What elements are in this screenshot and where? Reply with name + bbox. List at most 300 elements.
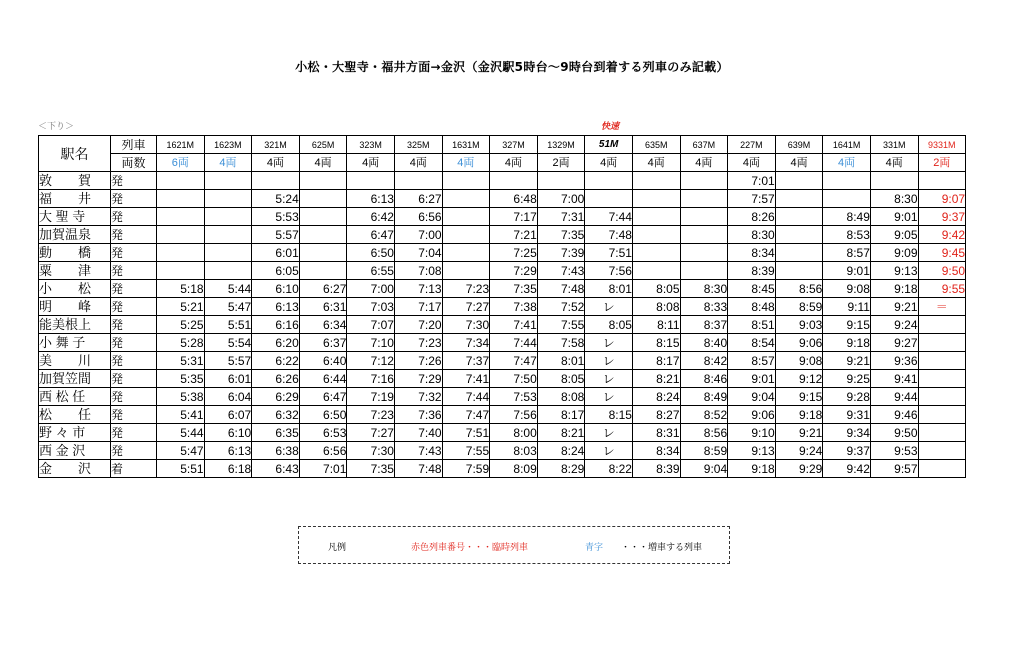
time-cell: 7:50 <box>490 370 538 388</box>
train-number: 1631M <box>442 136 490 154</box>
time-cell <box>918 352 966 370</box>
station-name: 西 金 沢 <box>39 442 111 460</box>
time-cell: 9:21 <box>775 424 823 442</box>
time-cell: レ <box>585 442 633 460</box>
time-cell: 7:44 <box>442 388 490 406</box>
time-cell: 7:20 <box>394 316 442 334</box>
time-cell: 7:48 <box>537 280 585 298</box>
time-cell: 6:22 <box>252 352 300 370</box>
time-cell <box>823 172 871 190</box>
time-cell: 9:50 <box>870 424 918 442</box>
time-cell <box>299 208 347 226</box>
station-name: 福 井 <box>39 190 111 208</box>
dep-arr-marker: 発 <box>111 172 157 190</box>
time-cell: 6:55 <box>347 262 395 280</box>
time-cell: 7:44 <box>490 334 538 352</box>
time-cell: 7:00 <box>537 190 585 208</box>
time-cell <box>157 208 205 226</box>
time-cell <box>775 208 823 226</box>
dep-arr-marker: 発 <box>111 406 157 424</box>
time-cell: 5:31 <box>157 352 205 370</box>
time-cell: 7:00 <box>347 280 395 298</box>
time-cell: 5:44 <box>204 280 252 298</box>
station-name: 敦 賀 <box>39 172 111 190</box>
time-cell: 7:35 <box>537 226 585 244</box>
time-cell: 8:15 <box>585 406 633 424</box>
time-cell: 9:06 <box>775 334 823 352</box>
time-cell: 9:28 <box>823 388 871 406</box>
time-cell <box>442 172 490 190</box>
car-count: 2両 <box>537 154 585 172</box>
car-count: 4両 <box>490 154 538 172</box>
time-cell: 8:46 <box>680 370 728 388</box>
time-cell: 8:22 <box>585 460 633 478</box>
train-number: 635M <box>632 136 680 154</box>
train-number-label: 列車 <box>111 136 157 154</box>
time-cell <box>204 226 252 244</box>
time-cell: 8:08 <box>537 388 585 406</box>
time-cell: 6:13 <box>204 442 252 460</box>
time-cell: 6:43 <box>252 460 300 478</box>
car-count: 4両 <box>632 154 680 172</box>
time-cell: 5:35 <box>157 370 205 388</box>
time-cell: 5:54 <box>204 334 252 352</box>
train-number: 625M <box>299 136 347 154</box>
time-cell <box>157 226 205 244</box>
time-cell <box>680 208 728 226</box>
time-cell: 7:35 <box>347 460 395 478</box>
time-cell: 7:26 <box>394 352 442 370</box>
car-count: 4両 <box>680 154 728 172</box>
time-cell: 8:00 <box>490 424 538 442</box>
table-row <box>39 406 966 424</box>
time-cell: 6:50 <box>347 244 395 262</box>
time-cell: 9:44 <box>870 388 918 406</box>
time-cell: 7:25 <box>490 244 538 262</box>
time-cell: 8:59 <box>680 442 728 460</box>
time-cell: 9:25 <box>823 370 871 388</box>
time-cell: 7:13 <box>394 280 442 298</box>
station-name: 加賀笠間 <box>39 370 111 388</box>
table-row <box>39 262 966 280</box>
table-row <box>39 370 966 388</box>
time-cell: 9:24 <box>775 442 823 460</box>
time-cell <box>442 190 490 208</box>
time-cell: 7:10 <box>347 334 395 352</box>
train-number: 331M <box>870 136 918 154</box>
time-cell: 6:42 <box>347 208 395 226</box>
time-cell: 5:24 <box>252 190 300 208</box>
time-cell: 9:50 <box>918 262 966 280</box>
time-cell: 9:15 <box>823 316 871 334</box>
train-number: 637M <box>680 136 728 154</box>
time-cell: 5:47 <box>157 442 205 460</box>
time-cell <box>204 262 252 280</box>
time-cell: 6:56 <box>394 208 442 226</box>
time-cell <box>775 226 823 244</box>
train-number: 51M <box>585 136 633 154</box>
time-cell: 7:01 <box>728 172 776 190</box>
time-cell: 5:21 <box>157 298 205 316</box>
time-cell: 9:03 <box>775 316 823 334</box>
time-cell: 8:05 <box>537 370 585 388</box>
time-cell: 8:30 <box>728 226 776 244</box>
time-cell: 7:56 <box>490 406 538 424</box>
time-cell: 6:37 <box>299 334 347 352</box>
time-cell: 9:08 <box>775 352 823 370</box>
time-cell: 9:12 <box>775 370 823 388</box>
time-cell: 8:52 <box>680 406 728 424</box>
time-cell: 9:07 <box>918 190 966 208</box>
train-number: 227M <box>728 136 776 154</box>
time-cell <box>918 424 966 442</box>
time-cell: レ <box>585 334 633 352</box>
legend-box <box>298 526 730 564</box>
time-cell: 8:39 <box>728 262 776 280</box>
car-count: 6両 <box>157 154 205 172</box>
legend-blue-word: 青字 <box>585 543 604 553</box>
time-cell: 8:34 <box>632 442 680 460</box>
timetable <box>38 135 966 478</box>
time-cell: 6:26 <box>252 370 300 388</box>
station-name: 動 橋 <box>39 244 111 262</box>
table-row <box>39 334 966 352</box>
legend-red-note: 赤色列車番号・・・臨時列車 <box>411 543 529 553</box>
train-number: 1621M <box>157 136 205 154</box>
time-cell <box>918 334 966 352</box>
time-cell: 7:55 <box>442 442 490 460</box>
time-cell: 6:56 <box>299 442 347 460</box>
time-cell: 7:57 <box>728 190 776 208</box>
dep-arr-marker: 発 <box>111 244 157 262</box>
time-cell <box>918 460 966 478</box>
time-cell: 7:32 <box>394 388 442 406</box>
time-cell: 9:10 <box>728 424 776 442</box>
time-cell <box>299 190 347 208</box>
time-cell <box>918 316 966 334</box>
time-cell <box>680 190 728 208</box>
time-cell: 9:36 <box>870 352 918 370</box>
time-cell <box>775 262 823 280</box>
time-cell: 6:27 <box>394 190 442 208</box>
train-number: 321M <box>252 136 300 154</box>
time-cell: 9:55 <box>918 280 966 298</box>
time-cell: ＝ <box>918 298 966 316</box>
time-cell: 6:34 <box>299 316 347 334</box>
dep-arr-marker: 発 <box>111 208 157 226</box>
table-row <box>39 244 966 262</box>
table-row <box>39 316 966 334</box>
time-cell: 9:27 <box>870 334 918 352</box>
time-cell: 5:57 <box>204 352 252 370</box>
time-cell: 7:41 <box>490 316 538 334</box>
time-cell: 7:55 <box>537 316 585 334</box>
time-cell: 7:53 <box>490 388 538 406</box>
time-cell: 7:48 <box>394 460 442 478</box>
time-cell: 8:27 <box>632 406 680 424</box>
time-cell: 9:24 <box>870 316 918 334</box>
time-cell: 8:39 <box>632 460 680 478</box>
dep-arr-marker: 発 <box>111 442 157 460</box>
station-name: 大 聖 寺 <box>39 208 111 226</box>
dep-arr-marker: 発 <box>111 388 157 406</box>
time-cell: 7:17 <box>490 208 538 226</box>
time-cell: 6:47 <box>347 226 395 244</box>
time-cell: 7:01 <box>299 460 347 478</box>
train-number: 323M <box>347 136 395 154</box>
time-cell: 7:48 <box>585 226 633 244</box>
time-cell: 8:57 <box>823 244 871 262</box>
time-cell <box>252 172 300 190</box>
time-cell: 7:43 <box>394 442 442 460</box>
time-cell: 7:56 <box>585 262 633 280</box>
time-cell: 9:45 <box>918 244 966 262</box>
station-name: 小 舞 子 <box>39 334 111 352</box>
time-cell: 9:21 <box>823 352 871 370</box>
time-cell <box>490 172 538 190</box>
time-cell: 5:51 <box>204 316 252 334</box>
time-cell <box>299 226 347 244</box>
time-cell: 5:18 <box>157 280 205 298</box>
time-cell: 8:21 <box>632 370 680 388</box>
time-cell: 7:39 <box>537 244 585 262</box>
time-cell: 9:37 <box>823 442 871 460</box>
time-cell: 9:08 <box>823 280 871 298</box>
time-cell: 8:33 <box>680 298 728 316</box>
time-cell <box>775 244 823 262</box>
time-cell: 6:32 <box>252 406 300 424</box>
time-cell: 8:54 <box>728 334 776 352</box>
table-row <box>39 172 966 190</box>
dep-arr-marker: 発 <box>111 262 157 280</box>
time-cell: 7:23 <box>394 334 442 352</box>
time-cell: 8:30 <box>680 280 728 298</box>
time-cell <box>775 172 823 190</box>
station-name: 加賀温泉 <box>39 226 111 244</box>
station-name: 小 松 <box>39 280 111 298</box>
time-cell: 5:53 <box>252 208 300 226</box>
time-cell: 8:51 <box>728 316 776 334</box>
time-cell: 9:42 <box>823 460 871 478</box>
car-count: 4両 <box>585 154 633 172</box>
time-cell: 7:47 <box>442 406 490 424</box>
train-number: 325M <box>394 136 442 154</box>
time-cell: 7:51 <box>585 244 633 262</box>
time-cell <box>870 172 918 190</box>
car-count: 4両 <box>394 154 442 172</box>
time-cell: 8:03 <box>490 442 538 460</box>
time-cell: 9:04 <box>680 460 728 478</box>
time-cell <box>394 172 442 190</box>
time-cell: 6:10 <box>204 424 252 442</box>
time-cell: 8:49 <box>823 208 871 226</box>
time-cell: 6:04 <box>204 388 252 406</box>
time-cell <box>585 172 633 190</box>
time-cell: 7:07 <box>347 316 395 334</box>
table-row <box>39 190 966 208</box>
time-cell: 7:19 <box>347 388 395 406</box>
time-cell: レ <box>585 388 633 406</box>
table-row <box>39 208 966 226</box>
time-cell: 9:01 <box>728 370 776 388</box>
time-cell: 7:37 <box>442 352 490 370</box>
time-cell: レ <box>585 298 633 316</box>
station-name: 明 峰 <box>39 298 111 316</box>
train-number: 1623M <box>204 136 252 154</box>
time-cell: 7:34 <box>442 334 490 352</box>
time-cell: 8:48 <box>728 298 776 316</box>
time-cell: 6:29 <box>252 388 300 406</box>
station-name: 能美根上 <box>39 316 111 334</box>
time-cell: 6:53 <box>299 424 347 442</box>
time-cell: 7:51 <box>442 424 490 442</box>
time-cell: 9:37 <box>918 208 966 226</box>
table-row <box>39 298 966 316</box>
page-title: 小松・大聖寺・福井方面→金沢（金沢駅5時台～9時台到着する列車のみ記載） <box>295 60 729 74</box>
time-cell: 7:27 <box>442 298 490 316</box>
time-cell: 6:10 <box>252 280 300 298</box>
dep-arr-marker: 発 <box>111 298 157 316</box>
time-cell <box>157 262 205 280</box>
time-cell <box>680 262 728 280</box>
car-count: 2両 <box>918 154 966 172</box>
time-cell: 7:44 <box>585 208 633 226</box>
dep-arr-marker: 発 <box>111 316 157 334</box>
time-cell: 7:58 <box>537 334 585 352</box>
time-cell: 8:40 <box>680 334 728 352</box>
car-count: 4両 <box>775 154 823 172</box>
time-cell: 9:15 <box>775 388 823 406</box>
header-row-trains <box>39 136 966 154</box>
train-number: 1641M <box>823 136 871 154</box>
time-cell <box>775 190 823 208</box>
station-name: 西 松 任 <box>39 388 111 406</box>
time-cell: 9:18 <box>823 334 871 352</box>
time-cell <box>299 172 347 190</box>
time-cell: 7:52 <box>537 298 585 316</box>
time-cell <box>632 190 680 208</box>
time-cell: 7:59 <box>442 460 490 478</box>
time-cell: 7:23 <box>347 406 395 424</box>
time-cell: 8:59 <box>775 298 823 316</box>
time-cell: 8:37 <box>680 316 728 334</box>
time-cell: 6:01 <box>204 370 252 388</box>
time-cell: 9:09 <box>870 244 918 262</box>
time-cell: 8:15 <box>632 334 680 352</box>
time-cell: 6:20 <box>252 334 300 352</box>
car-count: 4両 <box>823 154 871 172</box>
time-cell: 8:31 <box>632 424 680 442</box>
time-cell <box>204 208 252 226</box>
time-cell: 5:57 <box>252 226 300 244</box>
time-cell: 5:47 <box>204 298 252 316</box>
time-cell <box>918 172 966 190</box>
time-cell: 8:42 <box>680 352 728 370</box>
car-count: 4両 <box>252 154 300 172</box>
time-cell: 7:29 <box>490 262 538 280</box>
table-row <box>39 352 966 370</box>
time-cell <box>299 262 347 280</box>
time-cell: レ <box>585 370 633 388</box>
time-cell: 7:17 <box>394 298 442 316</box>
time-cell: 7:36 <box>394 406 442 424</box>
car-count: 4両 <box>204 154 252 172</box>
time-cell: 8:49 <box>680 388 728 406</box>
time-cell <box>442 226 490 244</box>
time-cell: 8:56 <box>775 280 823 298</box>
time-cell: 9:41 <box>870 370 918 388</box>
time-cell: 8:24 <box>537 442 585 460</box>
time-cell <box>157 172 205 190</box>
time-cell <box>585 190 633 208</box>
cars-label: 両数 <box>111 154 157 172</box>
time-cell: 8:05 <box>632 280 680 298</box>
time-cell <box>632 244 680 262</box>
time-cell <box>537 172 585 190</box>
time-cell <box>442 262 490 280</box>
direction-label: ＜下り＞ <box>38 122 75 132</box>
time-cell: 6:13 <box>252 298 300 316</box>
time-cell: 7:29 <box>394 370 442 388</box>
station-name: 野 々 市 <box>39 424 111 442</box>
table-row <box>39 226 966 244</box>
time-cell: レ <box>585 352 633 370</box>
time-cell: 7:38 <box>490 298 538 316</box>
time-cell: 8:45 <box>728 280 776 298</box>
dep-arr-marker: 発 <box>111 370 157 388</box>
legend-blue-note: ・・・増車する列車 <box>621 543 703 553</box>
time-cell: 9:18 <box>728 460 776 478</box>
time-cell: 9:11 <box>823 298 871 316</box>
time-cell: 8:01 <box>585 280 633 298</box>
time-cell: 7:43 <box>537 262 585 280</box>
time-cell: 8:21 <box>537 424 585 442</box>
dep-arr-marker: 発 <box>111 334 157 352</box>
time-cell: 8:09 <box>490 460 538 478</box>
time-cell: 8:11 <box>632 316 680 334</box>
time-cell <box>680 172 728 190</box>
time-cell: 6:50 <box>299 406 347 424</box>
time-cell: 6:16 <box>252 316 300 334</box>
time-cell: 8:24 <box>632 388 680 406</box>
time-cell: 5:44 <box>157 424 205 442</box>
time-cell: 8:08 <box>632 298 680 316</box>
time-cell: 9:42 <box>918 226 966 244</box>
car-count: 4両 <box>299 154 347 172</box>
time-cell <box>632 262 680 280</box>
time-cell: 6:35 <box>252 424 300 442</box>
time-cell <box>157 190 205 208</box>
station-name: 粟 津 <box>39 262 111 280</box>
time-cell: 6:48 <box>490 190 538 208</box>
time-cell: 7:16 <box>347 370 395 388</box>
time-cell: 8:17 <box>537 406 585 424</box>
time-cell: 5:25 <box>157 316 205 334</box>
time-cell: 9:53 <box>870 442 918 460</box>
time-cell: 5:28 <box>157 334 205 352</box>
time-cell: 6:05 <box>252 262 300 280</box>
time-cell: 7:41 <box>442 370 490 388</box>
time-cell: 6:07 <box>204 406 252 424</box>
table-row <box>39 388 966 406</box>
time-cell: 9:01 <box>870 208 918 226</box>
time-cell: 7:27 <box>347 424 395 442</box>
car-count: 4両 <box>870 154 918 172</box>
car-count: 4両 <box>347 154 395 172</box>
time-cell: 6:01 <box>252 244 300 262</box>
header-row-cars <box>39 154 966 172</box>
time-cell: 8:57 <box>728 352 776 370</box>
